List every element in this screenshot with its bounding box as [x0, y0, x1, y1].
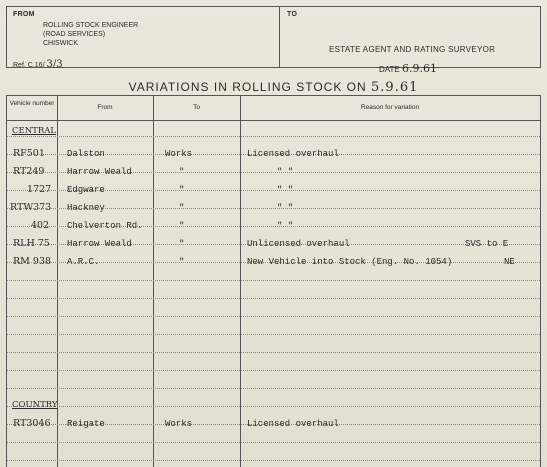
title-text: VARIATIONS IN ROLLING STOCK ON [128, 80, 367, 94]
header-from: From [97, 104, 113, 111]
from-label: FROM [13, 11, 35, 18]
date-label: DATE [379, 65, 400, 74]
rule-line [7, 334, 540, 335]
vehicle-number: RM 938 [13, 256, 52, 267]
rule-line [7, 352, 540, 353]
rule-line [7, 406, 540, 407]
ref-value: 3/3 [46, 59, 63, 70]
vehicle-number: RLH 75 [13, 238, 50, 249]
reason: New Vehicle into Stock (Eng. No. 1054) [247, 257, 453, 267]
to-destination: " [179, 239, 185, 249]
rule-line [7, 316, 540, 317]
vehicle-number: 402 [31, 220, 50, 231]
reason: " " [277, 167, 294, 177]
rule-line [7, 442, 540, 443]
date-field [379, 62, 437, 75]
rule-line [7, 388, 540, 389]
ref-label: Ref. C.16/ [13, 62, 45, 69]
header-rule [7, 120, 540, 121]
variations-table [6, 95, 541, 467]
to-destination: " [179, 203, 185, 213]
memo-header [6, 6, 541, 75]
reason: " " [277, 221, 294, 231]
to-destination: Works [165, 419, 193, 429]
col-divider-3 [240, 96, 241, 467]
from-depot: Reigate [67, 419, 105, 429]
from-depot: Dalston [67, 149, 105, 159]
rule-line [7, 370, 540, 371]
from-line-1: ROLLING STOCK ENGINEER [43, 22, 139, 29]
vehicle-number: RF501 [13, 148, 45, 159]
to-label: TO [287, 11, 298, 18]
rule-line [7, 298, 540, 299]
reason: " " [277, 203, 294, 213]
date-value: 6.9.61 [401, 62, 437, 75]
section-central: CENTRAL [12, 126, 56, 136]
section-country: COUNTRY [12, 400, 58, 410]
header-reason: Reason for variation [360, 104, 420, 111]
vehicle-number: 1727 [27, 184, 52, 195]
from-depot: Harrow Weald [67, 167, 132, 177]
transfer-note: SVS to E [465, 239, 509, 249]
from-depot: A.R.C. [67, 257, 100, 267]
rule-line [7, 280, 540, 281]
to-destination: " [179, 221, 185, 231]
header-vehicle: Vehicle number [9, 100, 55, 107]
from-line-2: (ROAD SERVICES) [43, 31, 106, 38]
header-to: To [193, 104, 200, 111]
col-divider-1 [57, 96, 58, 467]
to-destination: " [179, 167, 185, 177]
from-line-3: CHISWICK [43, 40, 78, 47]
reason: " " [277, 185, 294, 195]
to-destination: " [179, 257, 185, 267]
from-depot: Hackney [67, 203, 105, 213]
from-depot: Chelverton Rd. [67, 221, 143, 231]
from-depot: Harrow Weald [67, 239, 132, 249]
to-destination: Works [165, 149, 193, 159]
to-value: ESTATE AGENT AND RATING SURVEYOR [329, 45, 496, 54]
vehicle-number: RT249 [13, 166, 45, 177]
vehicle-number: RT3046 [13, 418, 51, 429]
col-divider-2 [153, 96, 154, 467]
title-date: 5.9.61 [371, 80, 419, 95]
page-title [0, 80, 547, 95]
reason: Unlicensed overhaul [247, 239, 350, 249]
rule-line [7, 460, 540, 461]
vehicle-number: RTW373 [10, 202, 52, 213]
transfer-note: NE [504, 257, 515, 267]
from-depot: Edgware [67, 185, 105, 195]
reason: Licensed overhaul [247, 149, 339, 159]
reason: Licensed overhaul [247, 419, 339, 429]
rule-line [7, 136, 540, 137]
to-destination: " [179, 185, 185, 195]
header-divider [279, 7, 280, 67]
reference [13, 59, 63, 70]
